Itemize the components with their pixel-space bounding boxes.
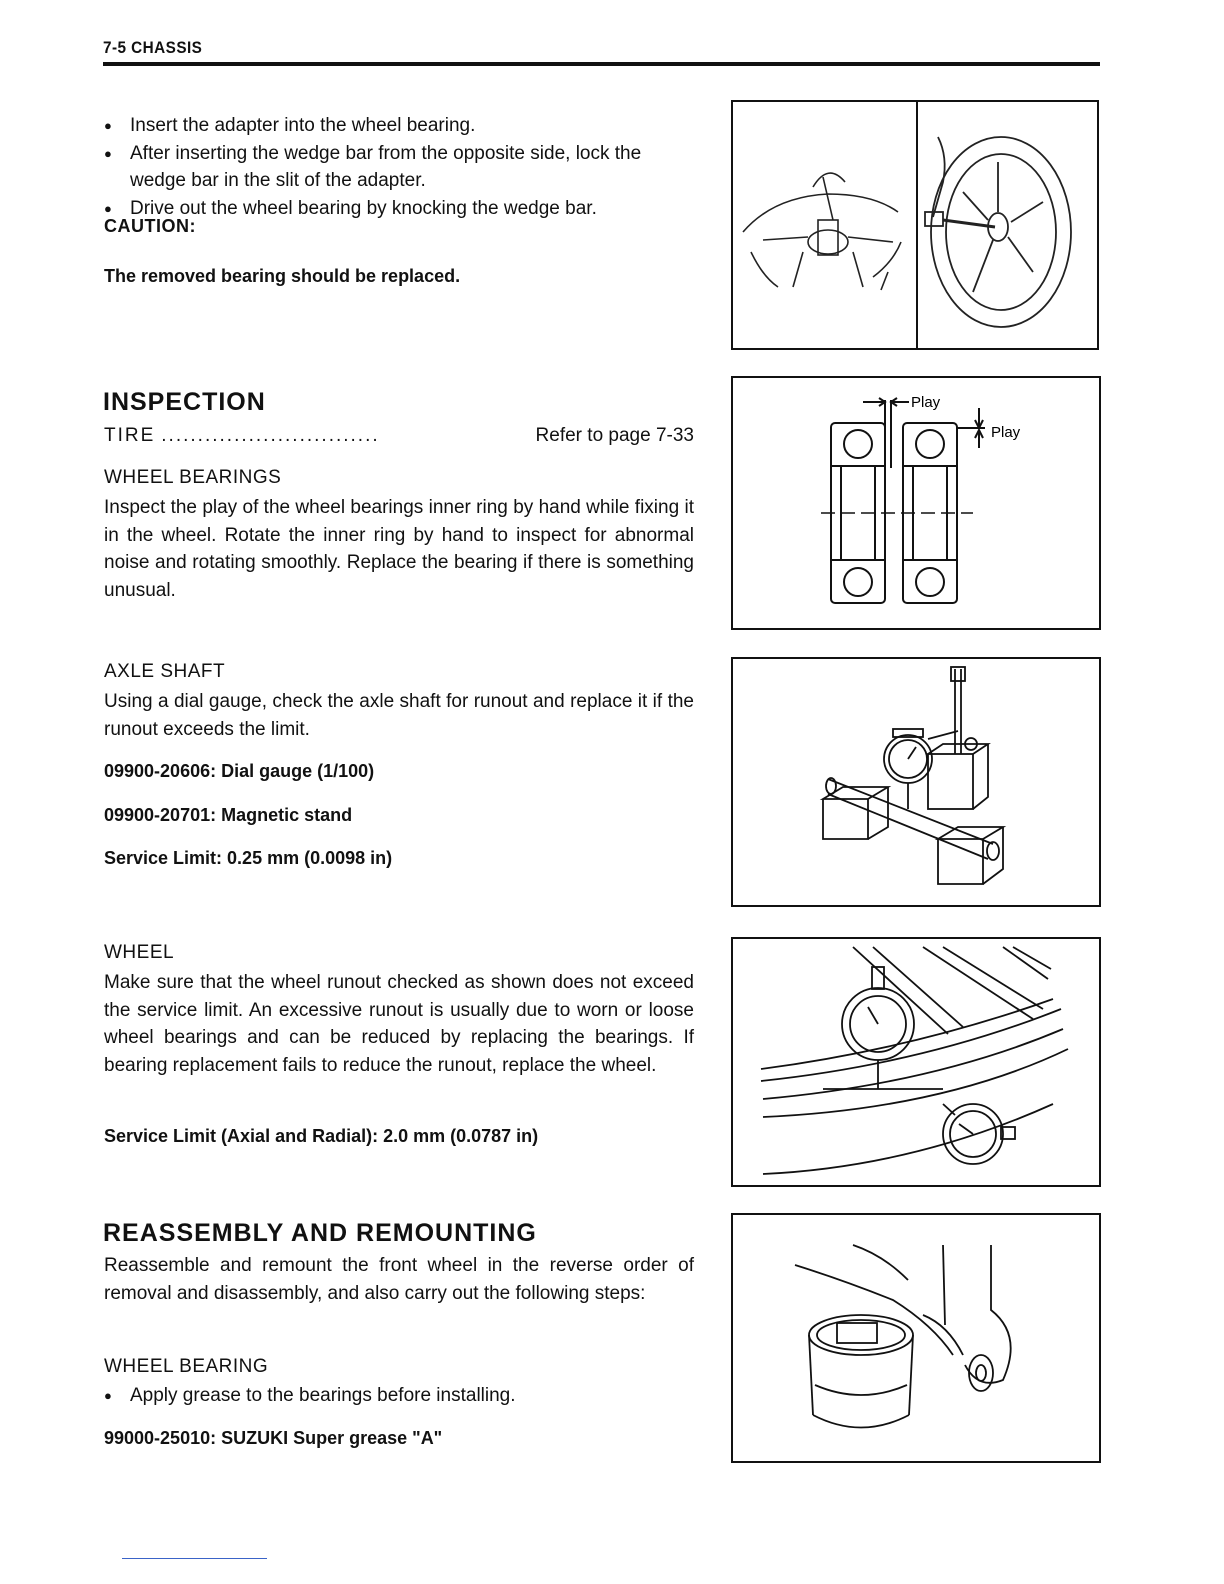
wheel-text: Make sure that the wheel runout checked as shown does not exceed the service limit. An excessive runout is usually due to worn or loose wheel bearings and can be reduced by replacing the bearings. If bearing replacement fails to reduce the runout, replace the wheel. [104, 972, 694, 1076]
wheel-bearings-title: WHEEL BEARINGS [104, 467, 282, 488]
removal-step-2: ● After inserting the wedge bar from the opposite side, lock the wedge bar in the slit of the adapter. [104, 140, 694, 195]
reassembly-text: Reassemble and remount the front wheel in the reverse order of removal and disassembly, and also carry out the following steps: [104, 1255, 694, 1304]
tire-dots: .............................. [161, 425, 380, 446]
wheel-runout-illustration [733, 939, 1099, 1185]
tire-label: TIRE [104, 425, 156, 446]
wheel-bearing-title: WHEEL BEARING [104, 1356, 269, 1377]
axle-shaft-text: Using a dial gauge, check the axle shaft for runout and replace it if the runout exceeds the limit. [104, 691, 694, 740]
bearing-play-diagram [733, 378, 1099, 628]
wheel-title: WHEEL [104, 942, 175, 963]
magnetic-stand-tool: 09900-20701: Magnetic stand [104, 805, 353, 825]
caution-text: The removed bearing should be replaced. [104, 266, 461, 286]
grease-product: 99000-25010: SUZUKI Super grease "A" [104, 1428, 443, 1448]
wheel-service-limit: Service Limit (Axial and Radial): 2.0 mm (0.0787 in) [104, 1126, 539, 1146]
removal-steps [104, 112, 694, 222]
play-label-radial: Play [991, 424, 1021, 441]
wheel-bearings-text: Inspect the play of the wheel bearings inner ring by hand while fixing it in the wheel. Rotate the inner ring by hand to inspect for abnormal noise and rotating smoothly. Replace the bearing if there is something unusual. [104, 497, 694, 601]
dial-gauge-tool: 09900-20606: Dial gauge (1/100) [104, 761, 375, 781]
bearing-removal-illustration [733, 102, 1097, 348]
footer-line [122, 1558, 267, 1559]
grease-step: ● Apply grease to the bearings before installing. [104, 1382, 694, 1410]
axle-shaft-title: AXLE SHAFT [104, 661, 226, 682]
inspection-title: INSPECTION [103, 388, 266, 416]
bearing-removal-figure [731, 100, 1099, 350]
reassembly-title: REASSEMBLY AND REMOUNTING [103, 1219, 537, 1247]
removal-step-1: ● Insert the adapter into the wheel bearing. [104, 112, 694, 140]
axle-runout-illustration [733, 659, 1099, 905]
grease-figure [731, 1213, 1101, 1463]
grease-illustration [733, 1215, 1099, 1461]
axle-runout-figure [731, 657, 1101, 907]
axle-service-limit: Service Limit: 0.25 mm (0.0098 in) [104, 848, 393, 868]
bearing-play-figure [731, 376, 1101, 630]
wheel-runout-figure [731, 937, 1101, 1187]
tire-ref: Refer to page 7-33 [535, 425, 694, 446]
tire-line [104, 422, 694, 450]
page-header: 7-5 CHASSIS [103, 38, 203, 57]
removal-step-3: ● Drive out the wheel bearing by knocking the wedge bar. [104, 195, 694, 223]
caution-label: CAUTION: [104, 216, 196, 236]
play-label-axial: Play [911, 394, 941, 411]
grease-steps [104, 1382, 694, 1410]
header-rule [103, 62, 1100, 66]
